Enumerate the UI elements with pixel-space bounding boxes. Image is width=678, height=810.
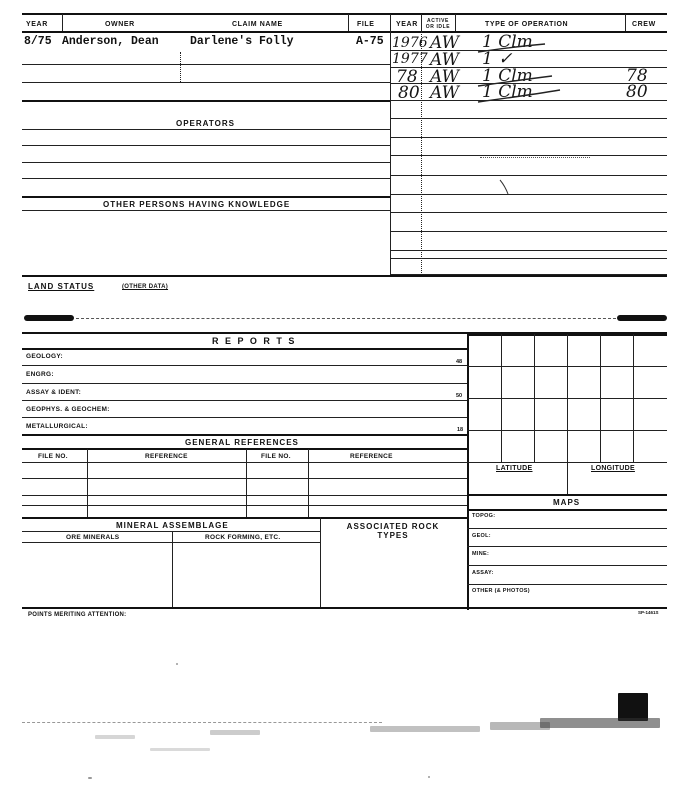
- divider: [172, 531, 173, 607]
- row-rule: [22, 448, 467, 450]
- grid-line: [534, 334, 535, 462]
- log-rule: [390, 67, 667, 68]
- col-header-year-2: YEAR: [396, 21, 418, 28]
- row-rule: [22, 365, 467, 366]
- row-rule: [22, 64, 390, 65]
- log-operation-3: 1 Clm: [482, 66, 533, 86]
- mineral-assemblage-heading: MINERAL ASSEMBLAGE: [116, 521, 229, 530]
- report-label-assay: ASSAY & IDENT:: [26, 389, 82, 396]
- map-geol-label: GEOL:: [472, 533, 491, 539]
- col-header-file: FILE: [357, 21, 375, 28]
- row-rule: [22, 531, 320, 532]
- redaction-bar: [24, 315, 74, 321]
- log-year-2: 1977: [392, 51, 428, 67]
- grid-rule: [467, 509, 667, 511]
- col-header-active-idle: ACTIVE OR IDLE: [425, 18, 451, 30]
- ref-col-reference-1: REFERENCE: [145, 453, 188, 460]
- col-header-crew: CREW: [632, 21, 656, 28]
- row-rule: [22, 82, 390, 83]
- log-operation-2: 1 ✓: [482, 49, 513, 69]
- other-persons-heading: OTHER PERSONS HAVING KNOWLEDGE: [103, 200, 291, 209]
- report-label-engrg: ENGRG:: [26, 371, 54, 378]
- row-rule: [22, 162, 390, 163]
- row-rule: [22, 178, 390, 179]
- rock-forming-heading: ROCK FORMING, ETC.: [205, 534, 281, 541]
- map-topog-label: TOPOG:: [472, 513, 496, 519]
- row-rule: [22, 196, 390, 198]
- log-year-4: 80: [398, 83, 420, 103]
- log-rule: [390, 250, 667, 251]
- operators-heading: OPERATORS: [176, 119, 235, 128]
- report-num-assay: 50: [456, 393, 463, 399]
- log-operation-4: 1 Clm: [482, 82, 533, 102]
- associated-rock-types-heading: ASSOCIATED ROCK TYPES: [346, 522, 440, 540]
- section-rule: [22, 275, 667, 277]
- row-rule: [467, 565, 667, 566]
- dashed-rule: [76, 318, 616, 319]
- row-rule: [22, 210, 390, 211]
- row-rule: [22, 542, 320, 543]
- entry-date: 8/75: [24, 35, 52, 48]
- row-rule: [467, 584, 667, 585]
- log-rule: [390, 258, 667, 259]
- map-assay-label: ASSAY:: [472, 570, 494, 576]
- log-year-3: 78: [396, 67, 418, 87]
- land-status-subheading: (OTHER DATA): [122, 284, 169, 290]
- log-rule: [390, 137, 667, 138]
- reports-right-border: [467, 332, 469, 610]
- col-header-type-of-operation: TYPE OF OPERATION: [485, 21, 569, 28]
- row-rule: [22, 478, 467, 479]
- grid-line: [633, 334, 634, 462]
- row-rule: [22, 417, 467, 418]
- redaction-bar: [617, 315, 667, 321]
- form-number: SP-1461S: [638, 610, 659, 615]
- divider: [320, 517, 321, 607]
- col-header-owner: OWNER: [105, 21, 135, 28]
- row-rule: [467, 546, 667, 547]
- row-rule: [22, 505, 467, 506]
- log-operation-1: 1 Clm: [482, 32, 533, 52]
- maps-heading: MAPS: [553, 498, 581, 507]
- report-num-metallurgical: 18: [457, 427, 464, 433]
- entry-file: A-75: [356, 35, 384, 48]
- log-crew-4: 80: [626, 82, 648, 102]
- latitude-label: LATITUDE: [496, 465, 533, 472]
- grid-line: [600, 334, 601, 462]
- land-status-heading: LAND STATUS: [28, 282, 95, 291]
- log-rule: [390, 155, 667, 156]
- log-year-1: 1976: [392, 35, 428, 51]
- row-rule: [22, 145, 390, 146]
- log-rule: [390, 231, 667, 232]
- row-rule: [22, 100, 390, 102]
- row-rule: [22, 495, 467, 496]
- entry-claim-name: Darlene's Folly: [190, 35, 294, 48]
- entry-owner: Anderson, Dean: [62, 35, 159, 48]
- ref-col-file-no-2: FILE NO.: [261, 453, 291, 460]
- longitude-label: LONGITUDE: [591, 465, 635, 472]
- row-rule: [22, 462, 467, 463]
- log-status-2: AW: [430, 50, 460, 70]
- log-rule: [390, 194, 667, 195]
- divider: [180, 52, 181, 82]
- divider: [308, 449, 309, 517]
- log-status-4: AW: [430, 83, 460, 103]
- row-rule: [22, 129, 390, 130]
- points-meriting-attention: POINTS MERITING ATTENTION:: [28, 612, 127, 618]
- log-crew-3: 78: [626, 66, 648, 86]
- log-status-3: AW: [430, 67, 460, 87]
- dotted-marks: [480, 157, 590, 158]
- ref-col-reference-2: REFERENCE: [350, 453, 393, 460]
- log-rule: [390, 100, 667, 101]
- map-mine-label: MINE:: [472, 551, 490, 557]
- grid-rule: [467, 494, 667, 496]
- row-rule: [22, 400, 467, 401]
- log-status-1: AW: [430, 33, 460, 53]
- row-rule: [22, 383, 467, 384]
- row-rule: [467, 528, 667, 529]
- divider: [87, 449, 88, 517]
- report-label-geology: GEOLOGY:: [26, 353, 63, 360]
- log-rule: [390, 83, 667, 84]
- report-num-geology: 48: [456, 359, 463, 365]
- log-rule: [390, 175, 667, 176]
- report-label-metallurgical: METALLURGICAL:: [26, 423, 88, 430]
- bottom-rule: [22, 607, 667, 609]
- row-rule: [22, 517, 467, 519]
- report-label-geophys: GEOPHYS. & GEOCHEM:: [26, 406, 110, 413]
- section-rule: [22, 348, 467, 350]
- reports-heading: R E P O R T S: [212, 336, 297, 346]
- row-rule: [22, 434, 467, 436]
- divider: [246, 449, 247, 517]
- col-header-claim-name: CLAIM NAME: [232, 21, 283, 28]
- grid-line: [567, 334, 568, 494]
- col-header-year: YEAR: [26, 21, 48, 28]
- log-rule: [390, 212, 667, 213]
- log-rule: [390, 118, 667, 119]
- ore-minerals-heading: ORE MINERALS: [66, 534, 120, 541]
- grid-line: [501, 334, 502, 462]
- ref-col-file-no-1: FILE NO.: [38, 453, 68, 460]
- general-references-heading: GENERAL REFERENCES: [185, 438, 299, 447]
- log-rule: [390, 50, 667, 51]
- map-other-label: OTHER (& PHOTOS): [472, 588, 530, 594]
